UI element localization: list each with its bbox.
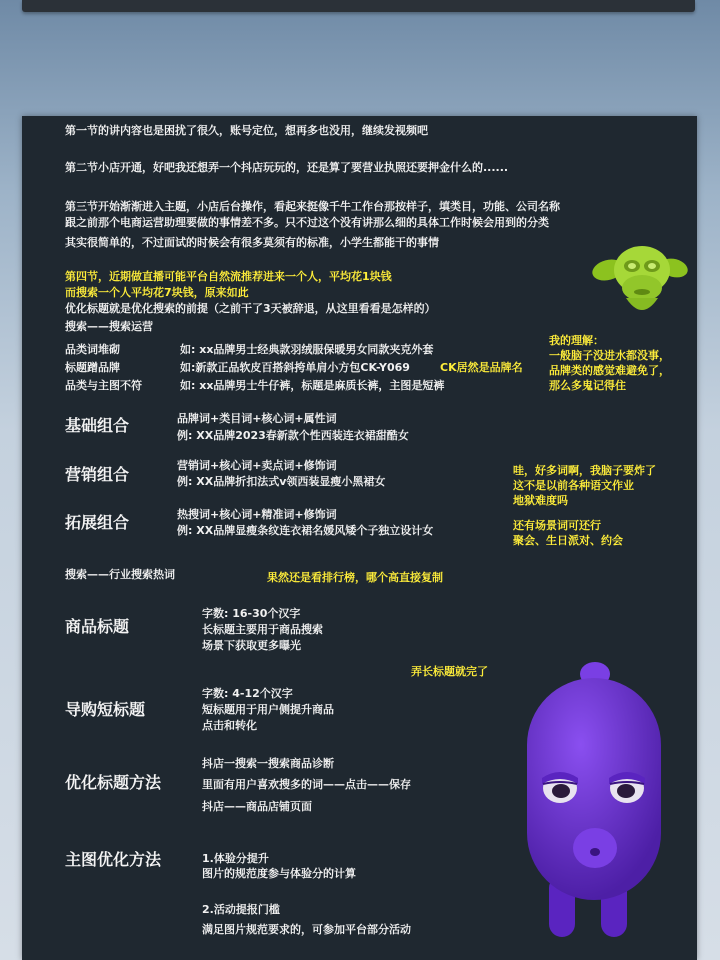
combo-title: 基础组合	[65, 416, 130, 435]
combo-formula: 品牌词+类目词+核心词+属性词	[177, 412, 337, 425]
short-title-line: 点击和转化	[202, 719, 257, 732]
hot-search-heading: 搜索——行业搜索热词	[65, 568, 175, 581]
wow-note-line: 哇，好多词啊，我脑子要炸了	[513, 464, 656, 477]
short-title-line: 短标题用于用户侧提升商品	[202, 703, 334, 716]
ck-note: CK居然是品牌名	[440, 361, 523, 374]
wow-note-line: 地狱难度吗	[513, 494, 568, 507]
combo-example: 例: XX品牌2023春新款个性西装连衣裙甜酷女	[177, 429, 409, 442]
section1-text: 第一节的讲内容也是困扰了很久，账号定位，想再多也没用，继续发视频吧	[65, 124, 428, 137]
example-text: 如: xx品牌男士经典款羽绒服保暖男女同款夹克外套	[180, 343, 434, 356]
example-label: 标题蹭品牌	[65, 361, 120, 374]
example-text: 如:新款正品软皮百搭斜挎单肩小方包CK-Y069	[180, 361, 410, 374]
short-title-line: 字数: 4-12个汉字	[202, 687, 293, 700]
main-image-line: 1.体验分提升	[202, 852, 269, 865]
top-shelf	[22, 0, 695, 12]
note-line: 一般脑子没进水都没事，	[549, 349, 670, 362]
combo-title: 营销组合	[65, 465, 130, 484]
hot-search-note: 果然还是看排行榜，哪个高直接复制	[267, 571, 443, 584]
combo-formula: 热搜词+核心词+精准词+修饰词	[177, 508, 337, 521]
main-image-heading: 主图优化方法	[65, 850, 162, 869]
optimize-line: 抖店一搜索一搜索商品诊断	[202, 757, 334, 770]
optimize-line: 里面有用户喜欢搜多的词——点击——保存	[202, 778, 411, 791]
product-title-line: 字数: 16-30个汉字	[202, 607, 301, 620]
note-line: 品牌类的感觉难避免了，	[549, 364, 670, 377]
product-title-line: 长标题主要用于商品搜索	[202, 623, 323, 636]
section4-line1: 第四节，近期做直播可能平台自然流推荐进来一个人，平均花1块钱	[65, 270, 392, 283]
section3-line1: 第三节开始渐渐进入主题，小店后台操作，看起来挺像千牛工作台那按样子，填类目，功能、公司名称	[65, 200, 560, 213]
optimize-heading: 优化标题方法	[65, 773, 162, 792]
section3-line3: 其实很简单的，不过面试的时候会有很多莫须有的标准，小学生都能干的事情	[65, 236, 439, 249]
main-image-line: 图片的规范度参与体验分的计算	[202, 867, 356, 880]
search-ops-heading: 搜索——搜索运营	[65, 320, 153, 333]
purple-mascot-icon	[525, 660, 665, 942]
product-title-line: 场景下获取更多曝光	[202, 639, 301, 652]
product-title-heading: 商品标题	[65, 617, 130, 636]
scene-note-line: 聚会、生日派对、约会	[513, 534, 623, 547]
short-title-heading: 导购短标题	[65, 700, 146, 719]
example-label: 品类词堆砌	[65, 343, 120, 356]
combo-example: 例: XX品牌显瘦条纹连衣裙名媛风矮个子独立设计女	[177, 524, 434, 537]
monkey-head-icon	[590, 240, 690, 312]
section4-line2: 而搜索一个人平均花7块钱，原来如此	[65, 286, 249, 299]
main-image-line: 2.活动提报门槛	[202, 903, 280, 916]
combo-example: 例: XX品牌折扣法式v领西装显瘦小黑裙女	[177, 475, 386, 488]
section3-line2: 跟之前那个电商运营助理要做的事情差不多。只不过这个没有讲那么细的具体工作时候会用到的分类	[65, 216, 549, 229]
example-label: 品类与主图不符	[65, 379, 142, 392]
example-text: 如: xx品牌男士牛仔裤，标题是麻质长裤，主图是短裤	[180, 379, 445, 392]
section2-text: 第二节小店开通，好吧我还想弄一个抖店玩玩的，还是算了要营业执照还要押金什么的......	[65, 161, 509, 174]
scene-note-line: 还有场景词可还行	[513, 519, 601, 532]
note-line: 那么多鬼记得住	[549, 379, 626, 392]
long-title-note: 弄长标题就完了	[411, 665, 488, 678]
note-line: 我的理解：	[549, 334, 604, 347]
wow-note-line: 这不是以前各种语文作业	[513, 479, 634, 492]
optimize-line: 抖店——商品店铺页面	[202, 800, 312, 813]
section4-line3: 优化标题就是优化搜索的前提（之前干了3天被辞退，从这里看看是怎样的）	[65, 302, 436, 315]
combo-title: 拓展组合	[65, 513, 130, 532]
combo-formula: 营销词+核心词+卖点词+修饰词	[177, 459, 337, 472]
main-image-line: 满足图片规范要求的，可参加平台部分活动	[202, 923, 411, 936]
